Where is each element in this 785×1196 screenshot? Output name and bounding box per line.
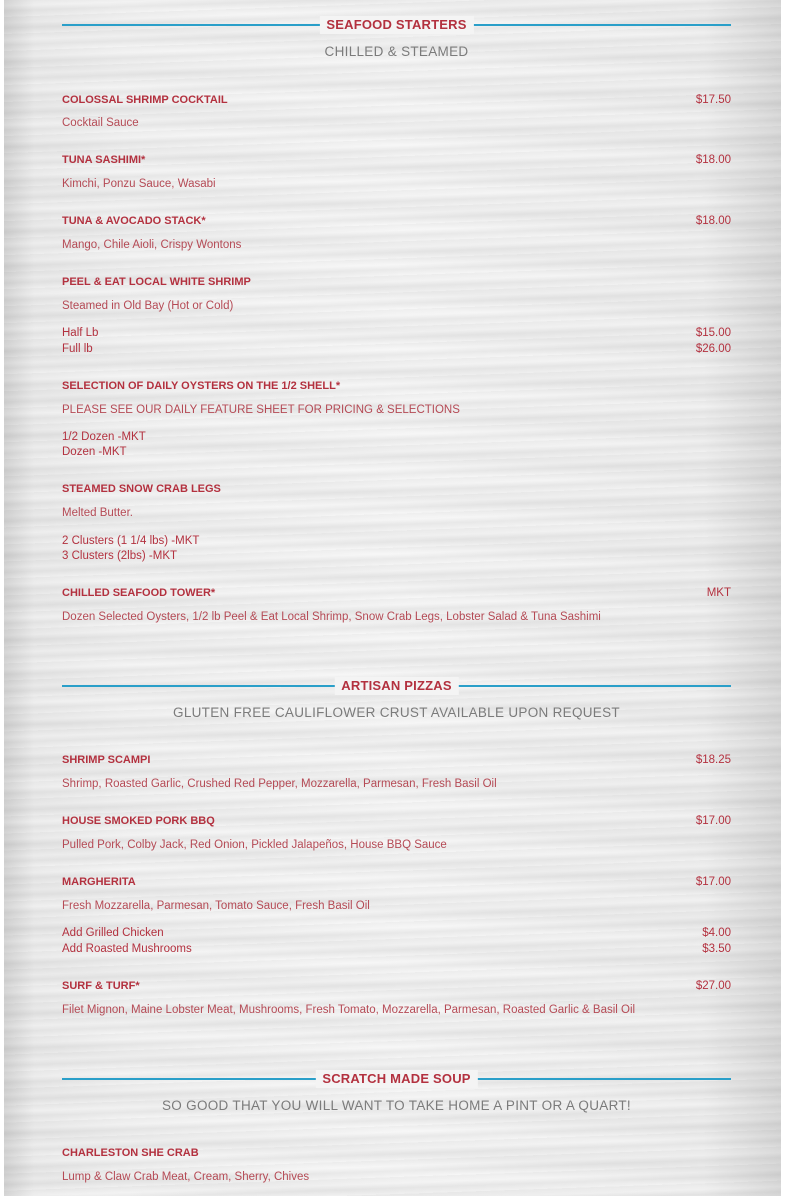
item-description: Steamed in Old Bay (Hot or Cold) — [62, 300, 234, 312]
item-description: Melted Butter. — [62, 507, 133, 519]
option-label: Full lb — [62, 343, 93, 355]
option-label: Add Roasted Mushrooms — [62, 943, 192, 955]
item-description: Filet Mignon, Maine Lobster Meat, Mushrooms, Fresh Tomato, Mozzarella, Parmesan, Roasted Garlic & Basil Oil — [62, 1004, 636, 1016]
item-description: Fresh Mozzarella, Parmesan, Tomato Sauce, Fresh Basil Oil — [62, 900, 370, 912]
menu-item — [62, 874, 731, 890]
section-header-artisan-pizzas — [62, 677, 731, 695]
section-subtitle: GLUTEN FREE CAULIFLOWER CRUST AVAILABLE UPON REQUEST — [173, 705, 620, 720]
item-description-row — [62, 1002, 731, 1018]
item-description-row — [62, 237, 731, 253]
item-description-row — [62, 176, 731, 192]
option-label: 2 Clusters (1 1/4 lbs) -MKT — [62, 535, 200, 547]
option-label: 3 Clusters (2lbs) -MKT — [62, 550, 178, 562]
menu-content — [62, 0, 731, 1196]
menu-item — [62, 378, 731, 394]
option-price: $15.00 — [695, 327, 731, 339]
option-label: 1/2 Dozen -MKT — [62, 431, 146, 443]
item-name: SELECTION OF DAILY OYSTERS ON THE 1/2 SHELL* — [62, 380, 341, 392]
item-description-row — [62, 505, 731, 521]
item-description-row — [62, 298, 731, 314]
menu-item — [62, 213, 731, 229]
section-subtitle: CHILLED & STEAMED — [324, 44, 469, 59]
item-description: Cocktail Sauce — [62, 117, 139, 129]
option-price: $3.50 — [702, 943, 731, 955]
item-description: Dozen Selected Oysters, 1/2 lb Peel & Eat Local Shrimp, Snow Crab Legs, Lobster Salad & Tuna Sashimi — [62, 611, 601, 623]
item-price: $18.00 — [695, 154, 731, 166]
item-price: MKT — [706, 587, 731, 599]
section-title: ARTISAN PIZZAS — [334, 677, 458, 695]
item-price: $17.50 — [695, 94, 731, 106]
item-name: SHRIMP SCAMPI — [62, 754, 151, 766]
item-description: Pulled Pork, Colby Jack, Red Onion, Pickled Jalapeños, House BBQ Sauce — [62, 839, 447, 851]
menu-item — [62, 752, 731, 768]
item-option — [62, 941, 731, 957]
option-label: Half Lb — [62, 327, 99, 339]
item-name: MARGHERITA — [62, 876, 136, 888]
item-description: Lump & Claw Crab Meat, Cream, Sherry, Chives — [62, 1171, 310, 1183]
item-description: Kimchi, Ponzu Sauce, Wasabi — [62, 178, 216, 190]
section-header-scratch-made-soup — [62, 1070, 731, 1088]
item-description-row — [62, 402, 731, 418]
item-option — [62, 533, 731, 549]
item-name: PEEL & EAT LOCAL WHITE SHRIMP — [62, 276, 251, 288]
item-price: $17.00 — [695, 815, 731, 827]
item-name: CHARLESTON SHE CRAB — [62, 1147, 199, 1159]
menu-item — [62, 978, 731, 994]
item-description-row — [62, 837, 731, 853]
menu-item — [62, 92, 731, 108]
item-option — [62, 925, 731, 941]
item-description: Mango, Chile Aioli, Crispy Wontons — [62, 239, 242, 251]
menu-item — [62, 813, 731, 829]
item-description: Shrimp, Roasted Garlic, Crushed Red Pepper, Mozzarella, Parmesan, Fresh Basil Oil — [62, 778, 497, 790]
item-option — [62, 548, 731, 564]
menu-item — [62, 152, 731, 168]
item-description-row — [62, 898, 731, 914]
item-price: $18.00 — [695, 215, 731, 227]
menu-item — [62, 481, 731, 497]
section-header-seafood-starters — [62, 16, 731, 34]
item-price: $17.00 — [695, 876, 731, 888]
item-description-row — [62, 609, 731, 625]
section-subtitle: SO GOOD THAT YOU WILL WANT TO TAKE HOME A PINT OR A QUART! — [161, 1098, 631, 1113]
item-description-row — [62, 115, 731, 131]
section-title: SCRATCH MADE SOUP — [315, 1070, 477, 1088]
item-name: COLOSSAL SHRIMP COCKTAIL — [62, 94, 228, 106]
item-name: SURF & TURF* — [62, 980, 140, 992]
item-name: CHILLED SEAFOOD TOWER* — [62, 587, 216, 599]
item-option — [62, 429, 731, 445]
option-price: $26.00 — [695, 343, 731, 355]
item-description-row — [62, 1169, 731, 1185]
item-option — [62, 444, 731, 460]
item-price: $18.25 — [695, 754, 731, 766]
option-label: Add Grilled Chicken — [62, 927, 164, 939]
item-option — [62, 341, 731, 357]
option-price: $4.00 — [702, 927, 731, 939]
item-name: TUNA & AVOCADO STACK* — [62, 215, 206, 227]
item-description: PLEASE SEE OUR DAILY FEATURE SHEET FOR PRICING & SELECTIONS — [62, 404, 460, 416]
item-name: TUNA SASHIMI* — [62, 154, 146, 166]
item-name: HOUSE SMOKED PORK BBQ — [62, 815, 215, 827]
option-label: Dozen -MKT — [62, 446, 127, 458]
menu-page — [4, 0, 781, 1196]
menu-item — [62, 274, 731, 290]
menu-item — [62, 1145, 731, 1161]
item-name: STEAMED SNOW CRAB LEGS — [62, 483, 221, 495]
item-price: $27.00 — [695, 980, 731, 992]
menu-item — [62, 585, 731, 601]
section-title: SEAFOOD STARTERS — [319, 16, 473, 34]
item-description-row — [62, 776, 731, 792]
item-option — [62, 325, 731, 341]
